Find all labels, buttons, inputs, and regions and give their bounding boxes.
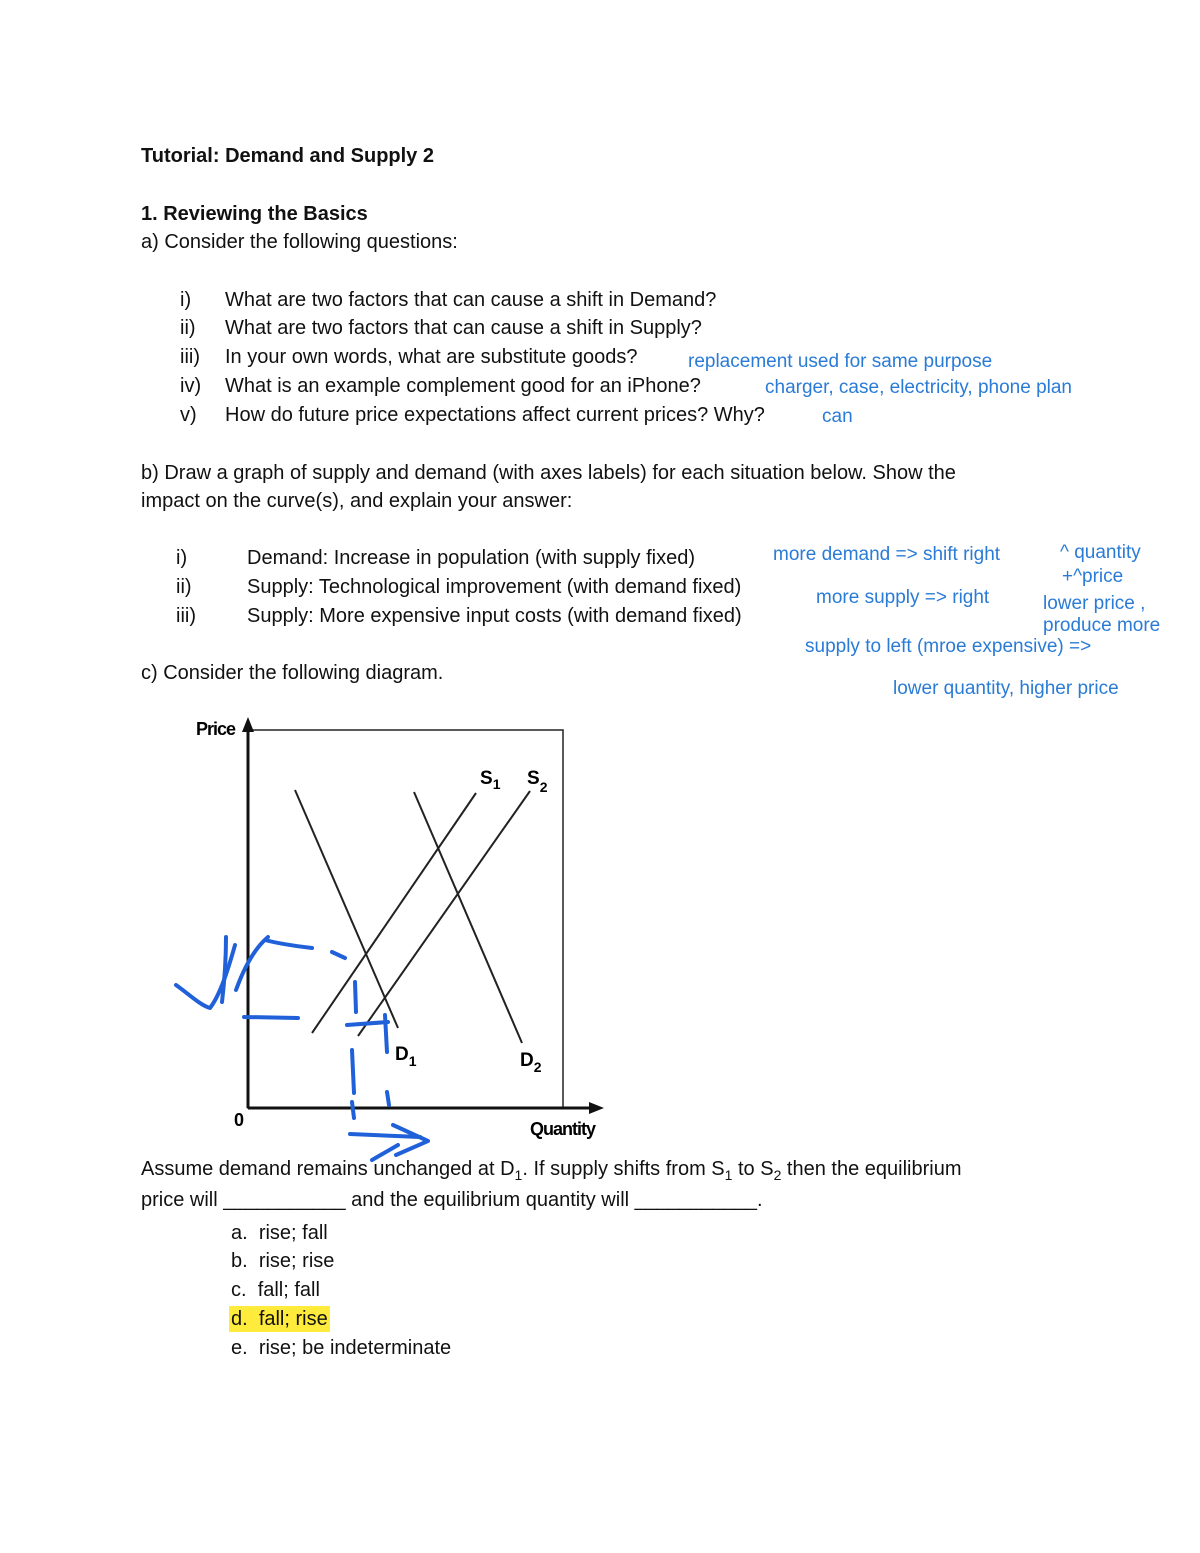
- option-c: c. fall; fall: [231, 1279, 320, 1301]
- handwritten-note: supply to left (mroe expensive) =>: [805, 636, 1092, 657]
- hand-dash: [355, 982, 356, 1012]
- handwritten-note: produce more: [1043, 615, 1161, 636]
- hand-down-arrow-stroke: [222, 937, 226, 1002]
- handwritten-note: +^price: [1062, 566, 1124, 587]
- question-text: In your own words, what are substitute goods?: [225, 346, 638, 368]
- question-text: What is an example complement good for an iPhone?: [225, 375, 701, 397]
- hand-dash: [332, 952, 345, 958]
- question-text: How do future price expectations affect current prices? Why?: [225, 404, 765, 426]
- handwritten-note: lower quantity, higher price: [893, 678, 1119, 699]
- origin-label: 0: [234, 1110, 245, 1130]
- option-a: a. rise; fall: [231, 1222, 328, 1244]
- curve-label-s1: $S_1$: [480, 768, 501, 792]
- hand-dash: [387, 1092, 389, 1105]
- handwritten-note: lower price ,: [1043, 593, 1146, 614]
- question-text: What are two factors that can cause a shift in Supply?: [225, 317, 702, 339]
- question-number: iv): [180, 375, 202, 397]
- hand-price-line: [244, 1017, 298, 1018]
- document-title: Tutorial: Demand and Supply 2: [141, 145, 434, 167]
- question-number: iii): [180, 346, 200, 368]
- y-axis-arrow-icon: [242, 717, 254, 732]
- curve-label-d1: $D_1$: [395, 1044, 417, 1069]
- demand-curve-d2: [414, 792, 522, 1043]
- handwritten-answer: charger, case, electricity, phone plan: [765, 377, 1072, 398]
- hand-dash: [347, 1022, 388, 1025]
- question-number: i): [180, 289, 192, 311]
- supply-curve-s1: [312, 793, 476, 1033]
- x-axis-arrow-icon: [589, 1102, 604, 1114]
- hand-dash: [352, 1102, 354, 1118]
- question-number: ii): [180, 317, 196, 339]
- mc-question-line1: Assume demand remains unchanged at $D_1$. If supply shifts from $S_1$ to $S_2$ then the equilibrium: [141, 1158, 962, 1183]
- x-axis-label: Quantity: [530, 1119, 596, 1139]
- curve-label-s2: $S_2$: [527, 768, 548, 795]
- hand-dash: [385, 1015, 387, 1052]
- part-c-intro: c) Consider the following diagram.: [141, 662, 444, 684]
- item-number: i): [176, 547, 188, 569]
- mc-question-line2: price will ___________ and the equilibrium quantity will ___________.: [141, 1189, 763, 1211]
- option-b: b. rise; rise: [231, 1250, 335, 1272]
- handwritten-answer: replacement used for same purpose: [688, 351, 993, 372]
- item-text: Demand: Increase in population (with supply fixed): [247, 547, 696, 569]
- handwritten-answer: can: [822, 406, 853, 427]
- part-b-intro-continued: impact on the curve(s), and explain your answer:: [141, 490, 573, 512]
- item-number: ii): [176, 576, 192, 598]
- item-text: Supply: Technological improvement (with demand fixed): [247, 576, 742, 598]
- hand-arrowhead-icon: [393, 1125, 428, 1155]
- question-number: v): [180, 404, 197, 426]
- y-axis-label: Price: [196, 719, 236, 739]
- part-b-intro: b) Draw a graph of supply and demand (with axes labels) for each situation below. Show the: [141, 462, 956, 484]
- section-heading: 1. Reviewing the Basics: [141, 203, 368, 225]
- item-number: iii): [176, 605, 196, 627]
- part-a-intro: a) Consider the following questions:: [141, 231, 458, 253]
- item-text: Supply: More expensive input costs (with demand fixed): [247, 605, 742, 627]
- handwritten-note: more demand => shift right: [773, 544, 1001, 565]
- handwritten-markup: [176, 937, 428, 1160]
- hand-dash: [352, 1050, 354, 1093]
- option-e: e. rise; be indeterminate: [231, 1337, 452, 1359]
- question-text: What are two factors that can cause a shift in Demand?: [225, 289, 717, 311]
- option-d-highlighted: d. fall; rise: [231, 1308, 328, 1330]
- handwritten-note: more supply => right: [816, 587, 990, 608]
- curve-label-d2: $D_2$: [520, 1050, 542, 1075]
- demand-curve-d1: [295, 790, 398, 1028]
- handwritten-note: ^ quantity: [1060, 542, 1141, 563]
